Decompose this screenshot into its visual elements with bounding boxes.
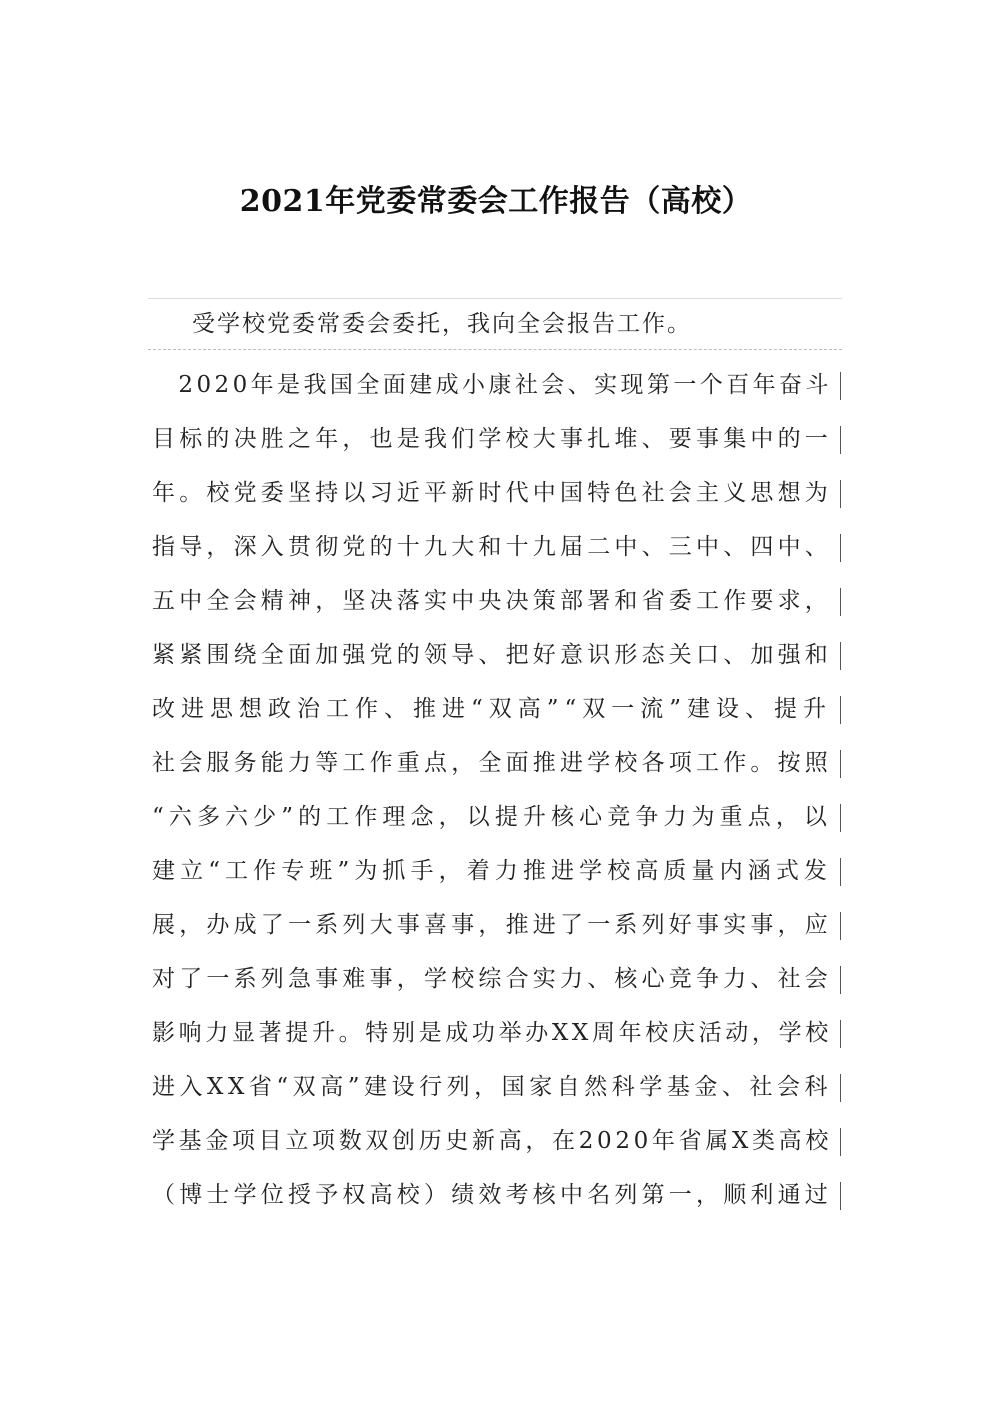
body-line: 影响力显著提升。特别是成功举办XX周年校庆活动，学校 (152, 1020, 832, 1046)
body-line: “六多六少”的工作理念，以提升核心竞争力为重点，以 (152, 804, 833, 830)
body-line: 年。校党委坚持以习近平新时代中国特色社会主义思想为 (152, 480, 832, 506)
line-end-marker (840, 750, 841, 778)
line-end-marker (840, 1020, 841, 1048)
body-line: 建立“工作专班”为抓手，着力推进学校高质量内涵式发 (152, 858, 833, 884)
line-end-marker (840, 588, 841, 616)
line-end-marker (840, 1182, 841, 1210)
line-end-marker (840, 966, 841, 994)
line-end-marker (840, 696, 841, 724)
line-end-marker (840, 426, 841, 454)
body-line: 展，办成了一系列大事喜事，推进了一系列好事实事，应 (152, 912, 832, 938)
body-line: 目标的决胜之年，也是我们学校大事扎堆、要事集中的一 (152, 426, 832, 452)
line-end-marker (840, 1074, 841, 1102)
intro-paragraph-box (148, 298, 842, 350)
body-line: 进入XX省“双高”建设行列，国家自然科学基金、社会科 (152, 1074, 833, 1100)
line-end-marker (840, 480, 841, 508)
body-line: 五中全会精神，坚决落实中央决策部署和省委工作要求， (152, 588, 832, 614)
intro-paragraph: 受学校党委常委会委托，我向全会报告工作。 (192, 311, 692, 337)
body-line: 紧紧围绕全面加强党的领导、把好意识形态关口、加强和 (152, 642, 832, 668)
line-end-marker (840, 1128, 841, 1156)
line-end-marker (840, 912, 841, 940)
document-title: 2021年党委常委会工作报告（高校） (239, 184, 753, 220)
body-line: 对了一系列急事难事，学校综合实力、核心竞争力、社会 (152, 966, 832, 992)
body-line: 2020年是我国全面建成小康社会、实现第一个百年奋斗 (152, 372, 832, 398)
line-end-marker (840, 804, 841, 832)
line-end-marker (840, 372, 841, 400)
body-line: 社会服务能力等工作重点，全面推进学校各项工作。按照 (152, 750, 832, 776)
body-line: 指导，深入贯彻党的十九大和十九届二中、三中、四中、 (152, 534, 832, 560)
body-line: 学基金项目立项数双创历史新高，在2020年省属X类高校 (152, 1128, 832, 1154)
body-line: （博士学位授予权高校）绩效考核中名列第一，顺利通过 (152, 1182, 832, 1208)
line-end-marker (840, 858, 841, 886)
body-line: 改进思想政治工作、推进“双高”“双一流”建设、提升 (152, 696, 833, 722)
line-end-marker (840, 642, 841, 670)
line-end-marker (840, 534, 841, 562)
